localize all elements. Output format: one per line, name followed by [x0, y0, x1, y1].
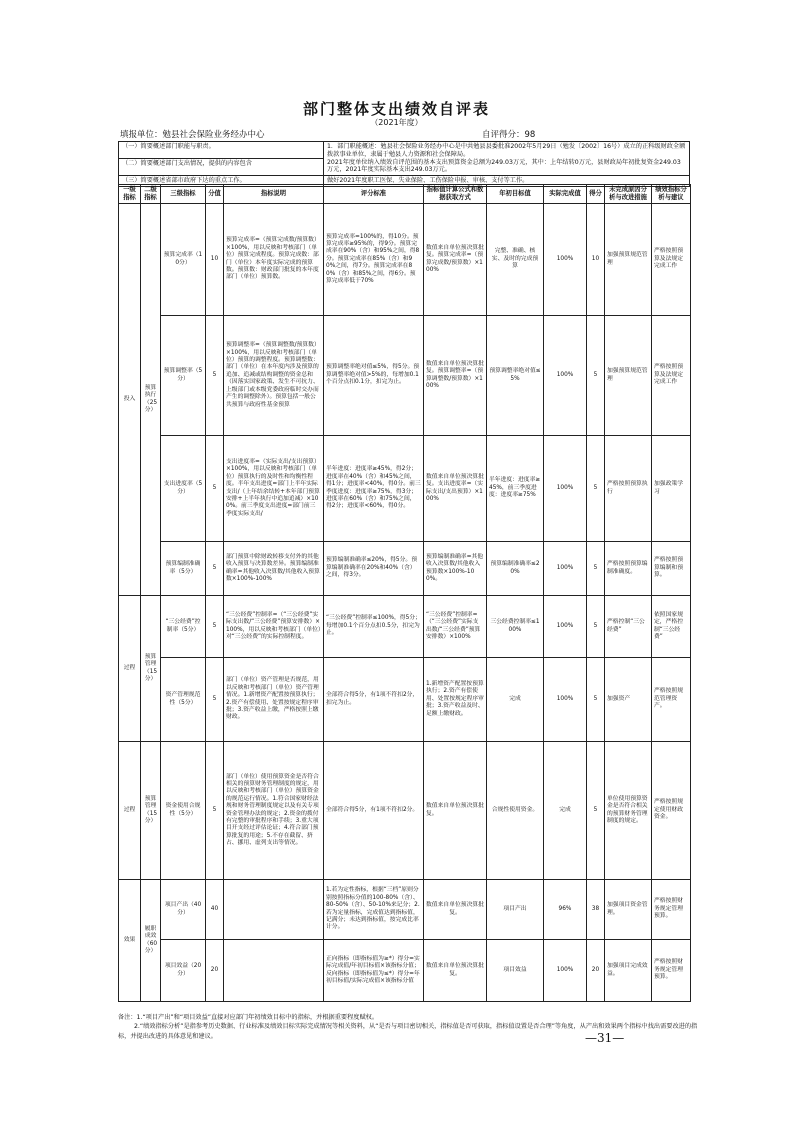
formula-cell: “三公经费”控制率=（“三公经费”实际支出数/“三公经费”预算安排数）×100%	[424, 596, 487, 658]
reason-cell: 加强预算规范管理	[605, 204, 652, 316]
actual-cell: 100%	[544, 596, 587, 658]
advice-cell: 严格按照财务规定管理预算。	[652, 940, 691, 1002]
standard-cell: 全部符合得5分，有1项不符扣2分，扣完为止。	[324, 658, 424, 742]
weight-cell: 5	[206, 742, 224, 880]
column-header: 一级指标	[119, 185, 141, 204]
formula-cell: 数值来自单位预决算批复。	[424, 940, 487, 1002]
level2-output-effect: 履职成效（60分）	[141, 880, 161, 1002]
actual-cell: 100%	[544, 316, 587, 436]
description-cell	[224, 940, 324, 1002]
target-cell: 三公经费控制率≤100%	[487, 596, 544, 658]
target-cell: 预算调整率绝对值≤5%	[487, 316, 544, 436]
weight-cell: 5	[206, 658, 224, 742]
actual-cell: 96%	[544, 880, 587, 940]
formula-cell: 数值来自单位预决算批复。预算完成率=（预算完成数/预算数）×100%	[424, 204, 487, 316]
self-score: 自评得分：98	[482, 130, 536, 140]
column-header: 评分标准	[324, 185, 424, 204]
score-cell: 5	[587, 596, 605, 658]
formula-cell: 数值来自单位预决算批复。预算调整率=（预算调整数/预算数）×100%	[424, 316, 487, 436]
advice-cell: 严格按照财务规定管理预算。	[652, 880, 691, 940]
column-header: 二级指标	[141, 185, 161, 204]
footnote: 备注：1.“项目产出”和“项目效益”直接对应部门年初绩效目标中的指标，并根据重要程度赋权。	[118, 1014, 379, 1021]
actual-cell: 100%	[544, 204, 587, 316]
table-header-row	[119, 185, 691, 204]
score-cell: 10	[587, 204, 605, 316]
description-cell: 部门（单位）资产管理是否规范，用以反映和考核部门（单位）资产管理情况。1.新增资产配置按预算执行；2.资产有偿使用、处置按规定程序审批；3.资产收益上缴，严格按照上缴财政。	[224, 658, 324, 742]
score-cell: 5	[587, 742, 605, 880]
target-cell: 完整、准确、核实、及时的完成预算	[487, 204, 544, 316]
column-header: 三级指标	[161, 185, 206, 204]
column-header: 绩效指标分析与建议	[652, 185, 691, 204]
level3-indicator: 预算调整率（5分）	[161, 316, 206, 436]
description-cell: 预算完成率=（预算完成数/预算数）×100%，用以反映和考核部门（单位）预算完成程度。预算完成数：部门（单位）本年度实际完成的预算数。预算数：财政部门批复的本年度部门（单位）预算数。	[224, 204, 324, 316]
advice-cell: 严格按照预算编制和预算。	[652, 542, 691, 596]
target-cell: 项目产出	[487, 880, 544, 940]
level2-budget-exec: 预算执行（25分）	[141, 204, 161, 596]
actual-cell: 100%	[544, 542, 587, 596]
score-cell: 38	[587, 880, 605, 940]
standard-cell: 预算完成率=100%的，得10分。预算完成率≥95%的，得9分。预算完成率在90%（含）和95%之间，得8分。预算完成率在85%（含）和90%之间，得7分。预算完成率在80%（含）和85%之间，得6分。预算完成率低于70%	[324, 204, 424, 316]
level1-effect: 效果	[119, 880, 141, 1002]
weight-cell: 5	[206, 316, 224, 436]
target-cell: 半年进度：进度率≥45%，前三季度进度：进度率≥75%	[487, 436, 544, 542]
score-cell: 5	[587, 436, 605, 542]
overview-table	[118, 141, 690, 187]
score-cell: 20	[587, 940, 605, 1002]
column-header: 实际完成值	[544, 185, 587, 204]
formula-cell: 1.新增资产配置按预算执行；2.资产有偿使用、处置按规定程序审批；3.资产收益及时、足额上缴财政。	[424, 658, 487, 742]
weight-cell: 10	[206, 204, 224, 316]
table-row	[119, 658, 691, 742]
score-cell: 5	[587, 658, 605, 742]
standard-cell: “三公经费”控制率≤100%，得5分；每增加0.1个百分点扣0.5分，扣完为止。	[324, 596, 424, 658]
level3-indicator: 项目效益（20分）	[161, 940, 206, 1002]
reason-cell: 严格按照预算执行	[605, 436, 652, 542]
weight-cell: 5	[206, 436, 224, 542]
overview-label: （三）简要概述省部市政府下达的重点工作。	[119, 176, 324, 187]
report-year: （2021年度）	[370, 118, 423, 127]
description-cell: 预算调整率=（预算调整数/预算数）×100%，用以反映和考核部门（单位）预算的调整程度。预算调整数：部门（单位）在本年度内涉及预算的追加、追减或结构调整的资金总和（因落实国家政策、发生不可抗力、上级部门或本级党委政府临时交办而产生的调整除外）。预算包括一般公共预算与政府性基金预算	[224, 316, 324, 436]
weight-cell: 40	[206, 880, 224, 940]
overview-text: 2021年度单位纳入绩效自评范围的基本支出预算资金总额为249.03万元，其中：上年结转0万元，县财政局年初批复资金249.03万元，2021年度实际基本支出249.03万元。	[327, 158, 681, 174]
advice-cell: 严格按照预算及法规定完成工作	[652, 204, 691, 316]
page-number: —31—	[585, 1031, 625, 1045]
level2-budget-mgmt: 预算管理（15分）	[141, 596, 161, 742]
actual-cell: 完成	[544, 742, 587, 880]
performance-table	[118, 184, 691, 1002]
table-row	[119, 940, 691, 1002]
table-row	[119, 204, 691, 316]
target-cell: 项目效益	[487, 940, 544, 1002]
footnote: 2.“绩效指标分析”是指参考历史数据、行业标准及绩效目标实际完成情况等相关资料，从“是否与项目密切相关，指标值是否可获取，指标值设置是否合理”等角度，从产出和效果两个指标中找出需要改进的指标，并提出改进的具体意见和建议。	[118, 1023, 698, 1040]
column-header: 指标值计算公式和数据获取方式	[424, 185, 487, 204]
reason-cell: 单位使用预算资金是否符合相关的预算财务管理制度的规定。	[605, 742, 652, 880]
table-row	[119, 542, 691, 596]
table-row	[119, 742, 691, 880]
level1-process: 过程	[119, 742, 141, 880]
score-cell: 5	[587, 542, 605, 596]
column-header: 指标说明	[224, 185, 324, 204]
standard-cell: 正向指标（即指标值为≥*）得分=实际完成值/年初目标值×该指标分值；反向指标（即指标值为≤*）得分=年初目标值/实际完成值×该指标分值	[324, 940, 424, 1002]
description-cell: 支出进度率=（实际支出/支出预算）×100%，用以反映和考核部门（单位）预算执行的及时性和均衡性程度。半年支出进度=部门上半年实际支出/（上年结余结转+本年部门预算安排+上半年执行中追加追减）×100%。前三季度支出进度=部门前三季度实际支出/	[224, 436, 324, 542]
target-cell: 合规性使用资金。	[487, 742, 544, 880]
actual-cell: 100%	[544, 436, 587, 542]
level3-indicator: 资产管理规范性（5分）	[161, 658, 206, 742]
advice-cell: 依照国家规定，严格控制“三公经费”	[652, 596, 691, 658]
formula-cell: 数值来自单位预决算批复。支出进度率=（实际支出/支出预算）×100%	[424, 436, 487, 542]
standard-cell: 预算编制准确率≤20%，得5分。预算编制准确率在20%和40%（含）之间，得3分。	[324, 542, 424, 596]
reason-cell: 严格控制“三公经费”	[605, 596, 652, 658]
formula-cell: 预算编制准确率=其他收入决算数/其他收入预算数×100%-100%。	[424, 542, 487, 596]
advice-cell: 严格按照预算及法规定完成工作	[652, 316, 691, 436]
score-cell: 5	[587, 316, 605, 436]
page-title: 部门整体支出绩效自评表	[302, 100, 490, 118]
level1-process: 过程	[119, 596, 141, 742]
reason-cell: 加强资产	[605, 658, 652, 742]
weight-cell: 5	[206, 542, 224, 596]
level1-input: 投入	[119, 204, 141, 596]
description-cell: “三公经费”控制率=（“三公经费”实际支出数/“三公经费”预算安排数）×100%，用以反映和考核部门（单位）对“三公经费”的实际控制程度。	[224, 596, 324, 658]
level3-indicator: 资金使用合规性（5分）	[161, 742, 206, 880]
advice-cell: 严格按照规定使用财政资金。	[652, 742, 691, 880]
standard-cell: 预算调整率绝对值≤5%，得5分。预算调整率绝对值>5%的，每增加0.1个百分点扣0.1分，扣完为止。	[324, 316, 424, 436]
overview-label: （二）简要概述部门支出情况，提供的内容包含	[119, 159, 324, 176]
weight-cell: 20	[206, 940, 224, 1002]
standard-cell: 1.若为定性指标，根据“三档”原则分别按照指标分值的100-80%（含）、80-50%（含）、50-10%来记分；2.若为定量指标，完成值达到指标值，记满分；未达到指标值，按完成比率计分。	[324, 880, 424, 940]
table-row	[119, 596, 691, 658]
actual-cell: 100%	[544, 940, 587, 1002]
table-row	[119, 880, 691, 940]
level3-indicator: 支出进度率（5分）	[161, 436, 206, 542]
description-cell: 部门（单位）使用预算资金是否符合相关的预算财务管理制度的规定，用以反映和考核部门（单位）预算资金的规范运行情况。1.符合国家财经法规和财务管理制度规定以及有关专项资金管理办法的规定；2.资金的拨付有完整的审批程序和手续；3.重大项目开支经过评估论证；4.符合部门预算批复的用途；5.不存在截留、挤占、挪用、虚列支出等情况。	[224, 742, 324, 880]
column-header: 年初目标值	[487, 185, 544, 204]
description-cell: 部门预算中除财政转移支付外的其他收入预算与决算数差异。预算编制准确率=其他收入决算数/其他收入预算数×100%-100%	[224, 542, 324, 596]
reason-cell: 加强项目完成效益。	[605, 940, 652, 1002]
table-row	[119, 436, 691, 542]
level3-indicator: 项目产出（40分）	[161, 880, 206, 940]
level2-budget-mgmt: 预算管理（15分）	[141, 742, 161, 880]
weight-cell: 5	[206, 596, 224, 658]
reporting-unit: 填报单位：勉县社会保险业务经办中心	[120, 130, 265, 140]
overview-row	[119, 142, 690, 159]
formula-cell: 数值来自单位预决算批复。	[424, 880, 487, 940]
column-header: 分值	[206, 185, 224, 204]
column-header: 未完成原因分析与改进措施	[605, 185, 652, 204]
standard-cell: 全部符合得5分，有1项不符扣2分。	[324, 742, 424, 880]
reason-cell: 严格按照预算编制准确度。	[605, 542, 652, 596]
level3-indicator: 预算完成率（10分）	[161, 204, 206, 316]
overview-value	[324, 142, 690, 176]
overview-text: 1．部门职能概述：勉县社会保险业务经办中心是中共勉县县委批准2002年5月29日（勉发〔2002〕16号）成立的正科级财政全额拨款事业单位，隶属于勉县人力资源和社会保障局。	[327, 143, 686, 158]
reason-cell: 加强项目资金管理。	[605, 880, 652, 940]
level3-indicator: 预算编制准确率（5分）	[161, 542, 206, 596]
target-cell: 预算编制准确率≤20%	[487, 542, 544, 596]
advice-cell: 加强政策学习	[652, 436, 691, 542]
advice-cell: 严格按照规范管理资产。	[652, 658, 691, 742]
column-header: 得分	[587, 185, 605, 204]
table-row	[119, 316, 691, 436]
actual-cell: 100%	[544, 658, 587, 742]
overview-label: （一）简要概述部门职能与职责。	[119, 142, 324, 159]
level3-indicator: “三公经费”控制率（5分）	[161, 596, 206, 658]
standard-cell: 半年进度：进度率≥45%，得2分；进度率在40%（含）和45%之间，得1分；进度率<40%，得0分。前三季度进度：进度率≥75%，得3分；进度率在60%（含）和75%之间，得2分；进度率<60%，得0分。	[324, 436, 424, 542]
overview-value: 做好2021年度职工医保、失业保险、工伤保险申报、审核、支付等工作。	[324, 176, 690, 187]
description-cell	[224, 880, 324, 940]
formula-cell: 数值来自单位预决算批复。	[424, 742, 487, 880]
target-cell: 完成	[487, 658, 544, 742]
reason-cell: 加强预算规范管理	[605, 316, 652, 436]
